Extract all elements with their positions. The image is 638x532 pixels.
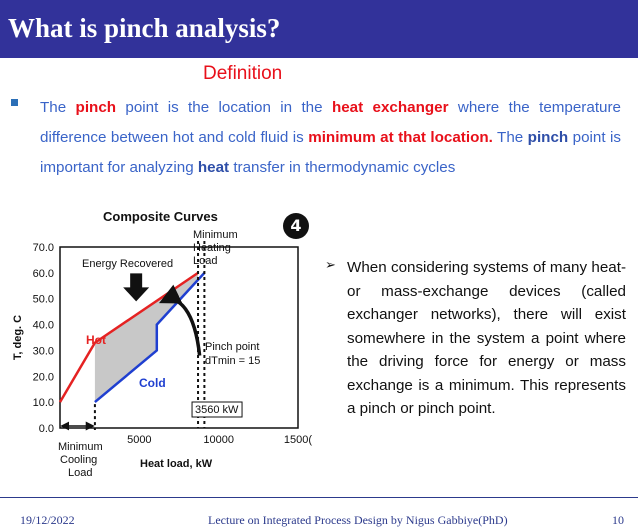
y-tick-label: 20.0	[32, 371, 54, 384]
composite-curves-chart	[0, 205, 318, 485]
y-tick-label: 40.0	[32, 319, 54, 332]
y-tick-label: 50.0	[32, 293, 54, 306]
keyword-minimum: minimum at that location.	[308, 128, 493, 146]
title-bar	[0, 0, 638, 58]
x-axis-label: Heat load, kW	[140, 458, 213, 470]
y-tick-label: 70.0	[32, 242, 54, 254]
arrow-bullet-icon: ➢	[325, 258, 336, 273]
definition-heading: Definition	[203, 63, 283, 84]
pinch-explanation-text: When considering systems of many heat- or mass-exchange devices (called exchanger networks), there will exist somewhere in the system a point where the driving force for energy or mass exchange is a minimum. This represents a pinch or pinch point.	[347, 259, 626, 417]
para-text-1: The	[40, 99, 76, 116]
definition-paragraph	[40, 93, 621, 182]
page-number: 10	[612, 513, 624, 527]
x-axis-ticks	[127, 434, 312, 446]
cold-series-label: Cold	[139, 376, 166, 390]
y-axis-ticks	[33, 242, 54, 435]
para-text-6: transfer in thermodynamic cycles	[229, 158, 456, 176]
energy-recovered-label: Energy Recovered	[82, 258, 174, 270]
min-heating-label-3: Load	[193, 255, 218, 267]
x-tick-label: 10000	[203, 434, 234, 446]
pinch-point-label: Pinch point	[205, 341, 260, 353]
x-tick-label: 1500(	[283, 434, 313, 446]
dtmin-label: dTmin = 15	[205, 355, 261, 367]
slide-title: What is pinch analysis?	[8, 13, 281, 43]
min-heating-label-1: Minimum	[193, 229, 238, 241]
footer-lecture-title: Lecture on Integrated Process Design by Nigus Gabbiye(PhD)	[208, 513, 508, 527]
para-text-5: point is important for analyzing	[40, 128, 621, 176]
para-text-3: where the temperature difference between hot and cold fluid is	[40, 99, 621, 146]
footer-date: 19/12/2022	[20, 513, 75, 527]
down-arrow-icon	[123, 273, 149, 301]
min-heating-label-2: Heating	[193, 242, 231, 254]
min-cooling-label-2: Cooling	[60, 454, 98, 466]
square-bullet-icon	[11, 99, 18, 106]
footer-divider	[0, 497, 638, 498]
keyword-pinch-2: pinch	[527, 128, 569, 146]
keyword-pinch: pinch	[75, 99, 117, 116]
keyword-heat: heat	[197, 158, 230, 176]
y-tick-label: 30.0	[32, 345, 54, 358]
para-text-2: point is the location in the	[116, 99, 332, 116]
x-tick-label: 5000	[127, 434, 152, 446]
circled-number-four-icon: 4	[283, 213, 309, 239]
y-tick-label: 10.0	[32, 397, 54, 410]
y-tick-label: 0.0	[38, 423, 54, 435]
y-tick-label: 60.0	[32, 267, 54, 280]
hot-series-label: Hot	[86, 333, 106, 347]
min-cooling-label-3: Load	[68, 467, 93, 479]
y-axis-label: T, deg. C	[12, 314, 24, 361]
para-text-4: The	[492, 128, 528, 146]
heat-load-value: 3560 kW	[195, 404, 239, 416]
chart-title: Composite Curves	[103, 209, 218, 224]
min-cooling-label-1: Minimum	[58, 441, 103, 453]
keyword-heat-exchanger: heat exchanger	[331, 99, 449, 116]
